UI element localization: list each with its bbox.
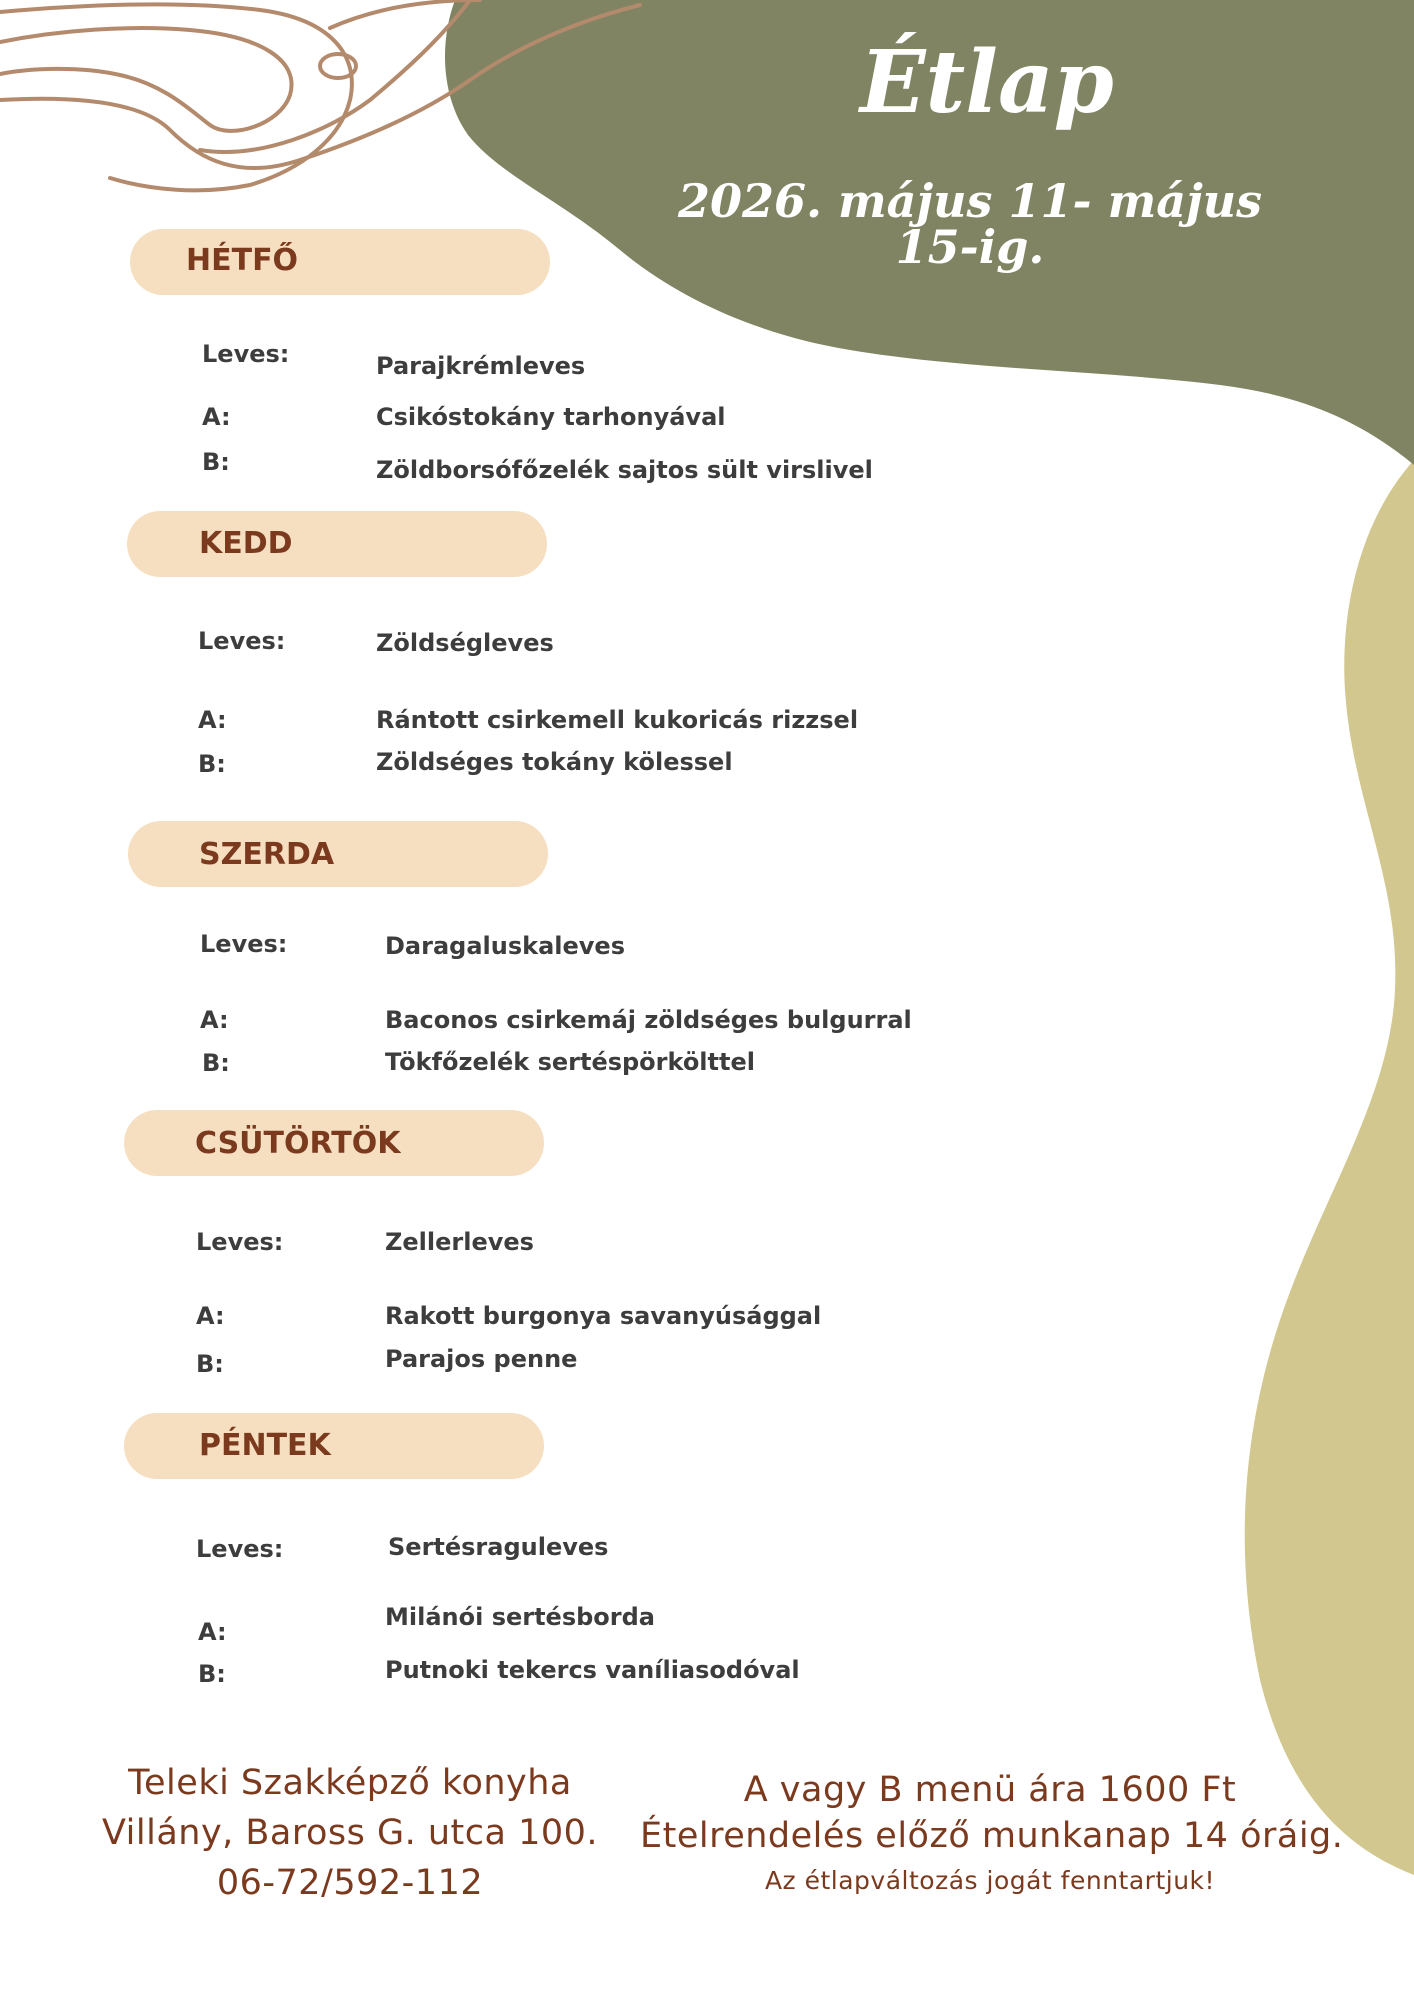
menu-b-monday: Zöldborsófőzelék sajtos sült virslivel	[376, 456, 873, 484]
menu-a-tuesday: Rántott csirkemell kukoricás rizzsel	[376, 706, 859, 734]
day-header-friday	[124, 1413, 544, 1479]
menu-a-friday: Milánói sertésborda	[385, 1603, 655, 1631]
menu-b-thursday: Parajos penne	[385, 1345, 578, 1373]
kitchen-phone: 06-72/592-112	[216, 1863, 484, 1903]
menu-date-range: 2026. május 11- május 15-ig.	[677, 174, 1263, 274]
menu-b-label-thursday: B:	[196, 1350, 224, 1378]
menu-b-label-wednesday: B:	[202, 1049, 230, 1077]
kitchen-address: Villány, Baross G. utca 100.	[101, 1813, 599, 1853]
menu-a-label-friday: A:	[198, 1618, 227, 1646]
menu-price: A vagy B menü ára 1600 Ft	[743, 1770, 1237, 1810]
soup-label-thursday: Leves:	[196, 1228, 284, 1256]
menu-b-label-monday: B:	[202, 448, 230, 476]
menu-b-tuesday: Zöldséges tokány kölessel	[376, 748, 733, 776]
soup-monday: Parajkrémleves	[376, 352, 586, 380]
soup-label-tuesday: Leves:	[198, 627, 286, 655]
soup-wednesday: Daragaluskaleves	[385, 932, 625, 960]
soup-label-friday: Leves:	[196, 1535, 284, 1563]
day-name-wednesday: SZERDA	[199, 837, 335, 872]
khaki-blob	[1245, 460, 1414, 1875]
menu-a-monday: Csikóstokány tarhonyával	[376, 403, 726, 431]
menu-b-label-friday: B:	[198, 1660, 226, 1688]
day-name-thursday: CSÜTÖRTÖK	[195, 1126, 401, 1161]
menu-b-friday: Putnoki tekercs vaníliasodóval	[385, 1656, 800, 1684]
soup-label-wednesday: Leves:	[200, 930, 288, 958]
menu-a-label-tuesday: A:	[198, 706, 227, 734]
soup-label-monday: Leves:	[202, 340, 290, 368]
menu-a-label-thursday: A:	[196, 1302, 225, 1330]
day-header-wednesday	[128, 821, 548, 887]
soup-thursday: Zellerleves	[385, 1228, 534, 1256]
menu-change-disclaimer: Az étlapváltozás jogát fenntartjuk!	[764, 1866, 1216, 1895]
day-name-friday: PÉNTEK	[199, 1428, 331, 1463]
menu-b-wednesday: Tökfőzelék sertéspörkölttel	[385, 1048, 755, 1076]
menu-a-thursday: Rakott burgonya savanyúsággal	[385, 1302, 822, 1330]
menu-a-label-wednesday: A:	[200, 1006, 229, 1034]
soup-friday: Sertésraguleves	[388, 1533, 609, 1561]
day-name-tuesday: KEDD	[199, 526, 293, 561]
day-name-monday: HÉTFŐ	[186, 243, 299, 278]
menu-title: Étlap	[860, 32, 1114, 133]
soup-tuesday: Zöldségleves	[376, 629, 554, 657]
day-header-tuesday	[127, 511, 547, 577]
menu-a-wednesday: Baconos csirkemáj zöldséges bulgurral	[385, 1006, 912, 1034]
kitchen-name: Teleki Szakképző konyha	[128, 1763, 572, 1803]
order-deadline: Ételrendelés előző munkanap 14 óráig.	[640, 1816, 1344, 1856]
menu-b-label-tuesday: B:	[198, 750, 226, 778]
menu-a-label-monday: A:	[202, 403, 231, 431]
